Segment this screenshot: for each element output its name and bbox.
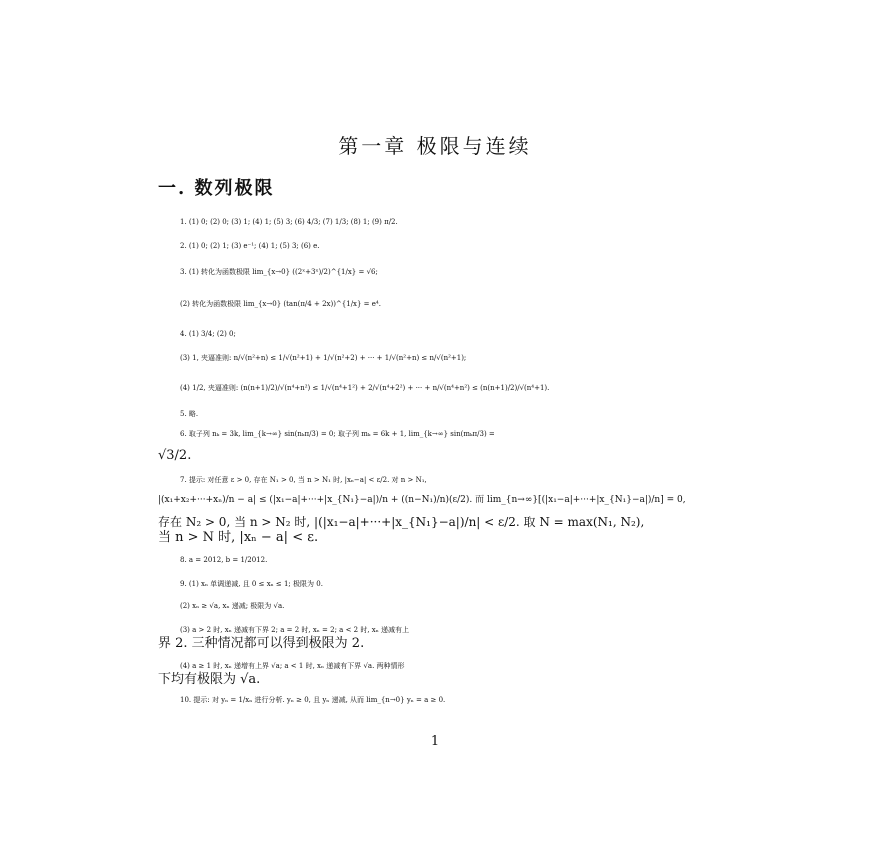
answer-line: 3. (1) 转化为函数极限 lim_{x→0} ((2ˣ+3ˣ)/2)^{1/x} = √6;: [180, 268, 378, 276]
section-title: 一. 数列极限: [158, 178, 275, 199]
answer-line: √3/2.: [158, 448, 192, 463]
answer-line: 4. (1) 3/4; (2) 0;: [180, 330, 236, 338]
answer-line: 5. 略.: [180, 410, 199, 418]
answer-line: 1. (1) 0; (2) 0; (3) 1; (4) 1; (5) 3; (6) 4/3; (7) 1/3; (8) 1; (9) π/2.: [180, 218, 398, 226]
answer-line: 下均有极限为 √a.: [158, 672, 261, 687]
answer-line: 7. 提示: 对任意 ε > 0, 存在 N₁ > 0, 当 n > N₁ 时, |xₙ−a| < ε/2. 对 n > N₁,: [180, 476, 427, 484]
chapter-title: 第一章 极限与连续: [338, 134, 532, 158]
answer-line: |(x₁+x₂+···+xₙ)/n − a| ≤ (|x₁−a|+···+|x_{N₁}−a|)/n + ((n−N₁)/n)(ε/2). 而 lim_{n→∞}[(|x₁−a|+···+|x_{N₁}−a|)/n] = 0,: [158, 495, 686, 505]
answer-line: 9. (1) xₙ 单调递减, 且 0 ≤ xₙ ≤ 1; 极限为 0.: [180, 580, 323, 588]
answer-line: (3) 1, 夹逼准则: n/√(n²+n) ≤ 1/√(n²+1) + 1/√(n²+2) + ··· + 1/√(n²+n) ≤ n/√(n²+1);: [180, 354, 467, 362]
answer-line: (4) 1/2, 夹逼准则: (n(n+1)/2)/√(n⁴+n²) ≤ 1/√(n⁴+1²) + 2/√(n⁴+2²) + ··· + n/√(n⁴+n²) ≤ (n(n+1)/2)/√(n⁴+1).: [180, 384, 550, 392]
answer-line: 8. a = 2012, b = 1/2012.: [180, 556, 268, 564]
answer-line: 2. (1) 0; (2) 1; (3) e⁻¹; (4) 1; (5) 3; (6) e.: [180, 242, 320, 250]
answer-line: 存在 N₂ > 0, 当 n > N₂ 时, |(|x₁−a|+···+|x_{N₁}−a|)/n| < ε/2. 取 N = max(N₁, N₂),: [158, 515, 645, 529]
answer-line: 当 n > N 时, |xₙ − a| < ε.: [158, 530, 319, 545]
answer-line: 10. 提示: 对 yₙ = 1/xₙ 进行分析. yₙ ≥ 0, 且 yₙ 递减, 从而 lim_{n→0} yₙ = a ≥ 0.: [180, 696, 446, 704]
answer-line: (2) 转化为函数极限 lim_{x→0} (tan(π/4 + 2x))^{1/x} = e⁴.: [180, 300, 381, 308]
answer-line: (3) a > 2 时, xₙ 递减有下界 2; a = 2 时, xₙ = 2; a < 2 时, xₙ 递减有上: [180, 626, 409, 634]
answer-line: 界 2. 三种情况都可以得到极限为 2.: [158, 636, 365, 651]
answer-line: 6. 取子列 nₖ = 3k, lim_{k→∞} sin(nₖπ/3) = 0; 取子列 mₖ = 6k + 1, lim_{k→∞} sin(mₖπ/3) =: [180, 430, 495, 438]
answer-line: (4) a ≥ 1 时, xₙ 递增有上界 √a; a < 1 时, xₙ 递减有下界 √a. 两种情形: [180, 662, 405, 670]
answer-line: (2) xₙ ≥ √a, xₙ 递减; 极限为 √a.: [180, 602, 285, 610]
page-number: 1: [430, 734, 440, 749]
